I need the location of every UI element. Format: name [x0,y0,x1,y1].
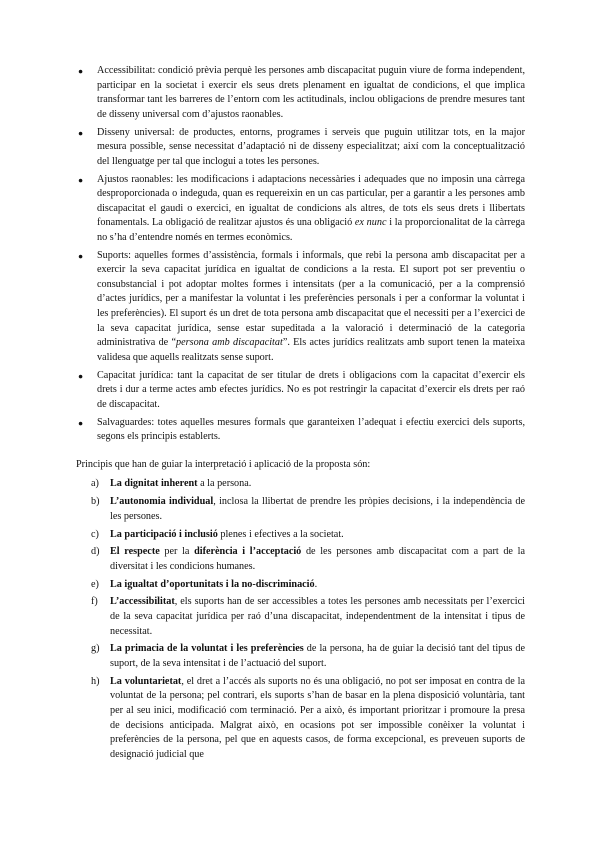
principle-key: La participació i inclusió [110,528,218,540]
list-marker: e) [91,578,99,590]
principle-text: de les persones amb discapacitat com a part de la diversitat i les condicions humanes. [110,546,525,572]
bullet-icon: ● [78,370,84,381]
list-item [0,64,600,122]
list-marker: a) [91,478,99,490]
document-body [0,64,600,766]
definitions-list [0,64,600,445]
bullet-icon: ● [78,250,84,261]
principle-text: plenes i efectives a la societat. [217,528,344,540]
list-item [0,578,600,593]
list-marker: g) [91,643,100,655]
bullet-icon: ● [78,66,84,76]
principle-key: El respecte [110,546,160,558]
principle-key: La primacia de la voluntat i les preferències [110,643,304,655]
latin-term: ex nunc [354,217,387,229]
principle-key: La voluntarietat [110,675,182,687]
list-item [0,477,600,492]
definition-text: Ajustos raonables: les modificacions i adaptacions necessàries i adequades que no imposin una càrrega desproporcionada o indeguda, quan es requereixin en un cas particular, per a garantir a les persones amb discapacitat el gaudi o exercici, en igualtat de condicions als altres, de tots els seus drets i llibertats fonamentals. La obligació de realitzar ajustos és una obligació [97,173,525,229]
list-marker: c) [91,528,99,540]
definition-text: Suports: aquelles formes d’assistència, formals i informals, que rebi la persona amb discapacitat per a exercir la seva capacitat jurídica en igualtat de condicions a la resta. El suport pot ser preventiu o consubstancial i pot adoptar moltes formes i intensitats (per a la comunicació, per a la comprensió d’actes jurídics, per a manifestar la voluntat i les preferències personals i per a conformar la voluntat i les preferències). El suport és un dret de tota persona amb discapacitat que el necessiti per a l’exercici de la seva capacitat jurídica, sense estar supeditada a la valoració i determinació de la categoria administrativa de “ [97,249,525,349]
list-marker: b) [91,496,100,508]
principle-text: . [314,578,318,590]
list-item [0,495,600,524]
list-item [0,416,600,445]
principles-intro: Principis que han de guiar la interpretació i aplicació de la proposta són: [76,458,371,470]
definition-text: i la proporcionalitat de la càrrega no s’ha d’entendre només en termes econòmics. [97,217,526,243]
list-item [0,369,600,413]
definition-text: Capacitat jurídica: tant la capacitat de ser titular de drets i obligacions com la capacitat d’exercir els drets i dur a terme actes amb efectes jurídics. No es pot restringir la capacitat d’exercir els drets per raó de discapacitat. [97,369,525,410]
definition-text: ”. Els actes jurídics realitzats amb suport tenen la mateixa validesa que aquells realitzats sense suport. [97,337,525,363]
list-item [0,545,600,574]
quoted-term: persona amb discapacitat [176,337,283,349]
principles-list [0,477,600,762]
principle-text: , el dret a l’accés als suports no és una obligació, no pot ser imposat en contra de la voluntat de la persona; pel contrari, els suports s’han de basar en la plena disposició voluntària, tant per al seu inici, modificació com terminació. Per a això, és important prioritzar i promoure la presa de decisions anticipada. Malgrat això, en ocasions pot ser impossible conèixer la voluntat i preferències de la persona, pel que en aquests casos, de forma excepcional, es preveuen suports de designació judicial que [110,675,525,760]
list-item [0,642,600,671]
principle-text: per la [159,546,195,558]
definition-text: Accessibilitat: condició prèvia perquè les persones amb discapacitat puguin viure de forma independent, participar en la societat i exercir els seus drets plenament en igualtat de condicions, el que implica transformar tant les barreres de l’entorn com les actitudinals, inclou obligacions de prendre mesures tant de disseny universal com d’ajustos raonables. [97,65,525,120]
list-item [0,595,600,639]
principle-key: diferència i l’acceptació [194,546,302,558]
principle-key: L’autonomia individual [110,496,214,508]
principle-text: , els suports han de ser accessibles a totes les persones amb necessitats per l’exercici de la seva capacitat jurídica per raó d’una discapacitat, independentment de la intensitat i tipus de necessitat. [110,596,525,637]
principle-key: La dignitat inherent [110,478,198,490]
list-item [0,173,600,246]
principle-text: , inclosa la llibertat de prendre les pròpies decisions, i la independència de les persones. [110,496,526,522]
principle-text: de la persona, ha de guiar la decisió tant del tipus de suport, de la seva intensitat i de l’actuació del suport. [110,643,525,670]
list-marker: h) [91,675,100,687]
list-item [0,528,600,543]
list-marker: d) [91,546,100,558]
bullet-icon: ● [78,127,84,138]
principle-text: a la persona. [197,478,252,490]
bullet-icon: ● [78,417,84,428]
list-item [0,126,600,170]
principle-key: La igualtat d’oportunitats i la no-discriminació [110,578,315,590]
definition-text: Disseny universal: de productes, entorns, programes i serveis que puguin utilitzar tots, en la major mesura possible, sense necessitat d’adaptació ni de disseny especialitzat; així com la conceptualització del llenguatge per tal que inclogui a totes les persones. [97,126,525,167]
list-marker: f) [91,596,98,608]
list-item [0,249,600,366]
list-item [0,675,600,763]
definition-text: Salvaguardes: totes aquelles mesures formals que garanteixen l’adequat i efectiu exercici dels suports, segons els principis establerts. [97,416,525,443]
principle-key: L’accessibilitat [110,596,175,608]
bullet-icon: ● [78,174,84,185]
